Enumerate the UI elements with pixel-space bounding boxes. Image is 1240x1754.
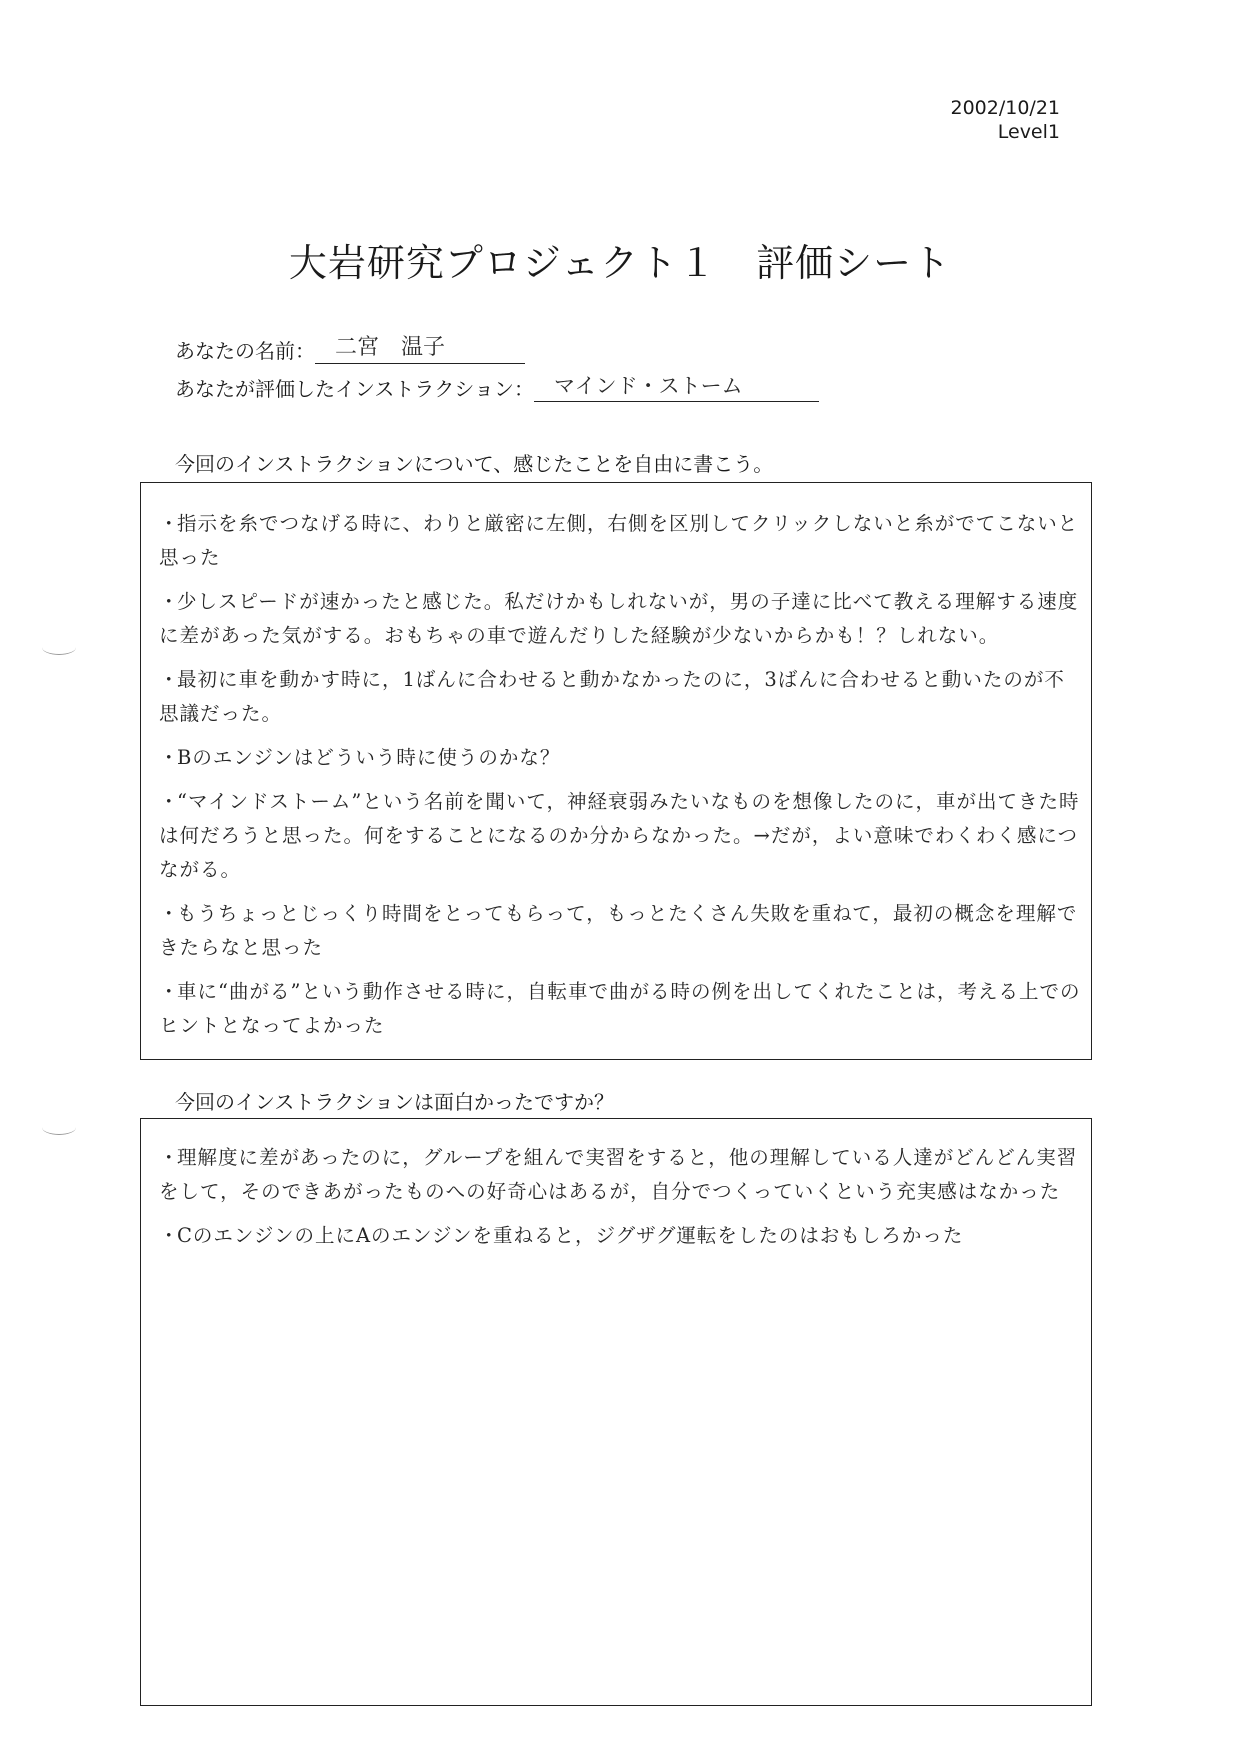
instruction-label: あなたが評価したインストラクション： xyxy=(175,377,534,401)
name-value: 二宮 温子 xyxy=(315,333,525,364)
page-title: 大岩研究プロジェクト１ 評価シート xyxy=(288,241,952,285)
list-item: ・車に“曲がる”という動作させる時に，自転車で曲がる時の例を出してくれたことは，考える上でのヒントとなってよかった xyxy=(159,980,1081,1037)
name-field-row xyxy=(175,334,525,364)
list-item: ・Cのエンジンの上にAのエンジンを重ねると，ジグザグ運転をしたのはおもしろかった xyxy=(159,1224,964,1247)
level-text: Level1 xyxy=(997,121,1060,143)
list-item: ・“マインドストーム”という名前を聞いて，神経衰弱みたいなものを想像したのに，車が出てきた時は何だろうと思った。何をすることになるのか分からなかった。→だが，よい意味でわくわく感につながる。 xyxy=(159,790,1080,881)
instruction-field-row xyxy=(175,372,819,402)
hole-punch-mark xyxy=(42,1120,76,1135)
header-meta xyxy=(950,96,1060,144)
section2-label: 今回のインストラクションは面白かったですか？ xyxy=(175,1090,614,1114)
list-item: ・最初に車を動かす時に，1ばんに合わせると動かなかったのに，3ばんに合わせると動いたのが不思議だった。 xyxy=(159,668,1065,725)
hole-punch-mark xyxy=(42,640,76,655)
list-item: ・指示を糸でつなげる時に、わりと厳密に左側，右側を区別してクリックしないと糸がでてこないと思った xyxy=(159,512,1079,569)
section2-entries xyxy=(159,1141,1083,1263)
list-item: ・Bのエンジンはどういう時に使うのかな？ xyxy=(159,746,561,769)
name-label: あなたの名前： xyxy=(175,339,315,363)
section1-entries xyxy=(159,507,1083,1053)
section1-label: 今回のインストラクションについて、感じたことを自由に書こう。 xyxy=(175,452,774,476)
instruction-value: マインド・ストーム xyxy=(534,371,819,402)
date-text: 2002/10/21 xyxy=(950,97,1060,119)
section1-answer-box xyxy=(140,482,1092,1060)
list-item: ・もうちょっとじっくり時間をとってもらって，もっとたくさん失敗を重ねて，最初の概念を理解できたらなと思った xyxy=(159,902,1078,959)
section2-answer-box xyxy=(140,1118,1092,1706)
list-item: ・理解度に差があったのに，グループを組んで実習をすると，他の理解している人達がどんどん実習をして，そのできあがったものへの好奇心はあるが，自分でつくっていくという充実感はなかった xyxy=(159,1146,1078,1203)
list-item: ・少しスピードが速かったと感じた。私だけかもしれないが，男の子達に比べて教える理解する速度に差があった気がする。おもちゃの車で遊んだりした経験が少ないからかも！？しれない。 xyxy=(159,590,1079,647)
